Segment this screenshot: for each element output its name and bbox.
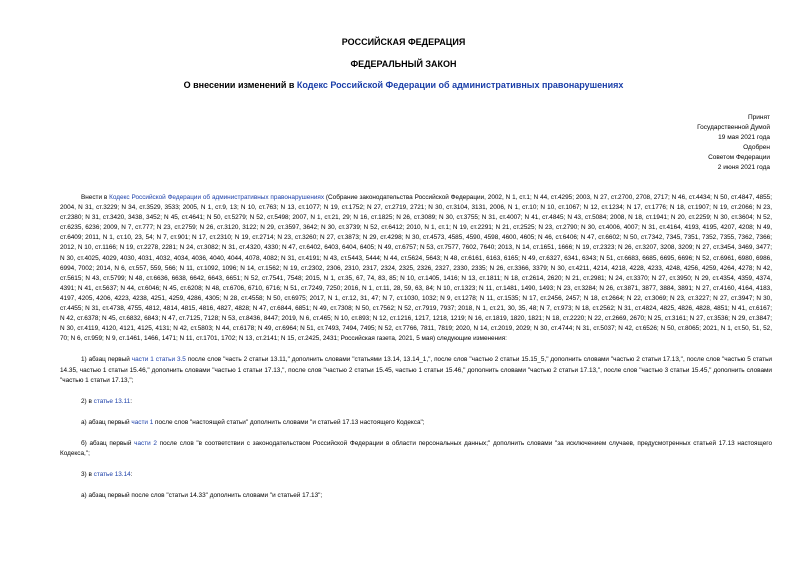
- adopted-date: 19 мая 2021 года: [718, 134, 770, 141]
- law-type-heading: ФЕДЕРАЛЬНЫЙ ЗАКОН: [350, 59, 457, 69]
- approved-label: Одобрен: [743, 144, 770, 151]
- part-1-link[interactable]: части 1: [131, 418, 154, 426]
- country-heading: РОССИЙСКАЯ ФЕДЕРАЦИЯ: [341, 37, 466, 47]
- law-title: О внесении изменений в Кодекс Российской Федерации об административных правонарушениях: [183, 80, 624, 90]
- item-3: 3) в статье 13.14:: [81, 471, 133, 479]
- code-link[interactable]: Кодекс Российской Федерации об административных правонарушениях: [296, 80, 624, 90]
- item-3a: а) абзац первый после слов "статьи 14.33" дополнить словами "и статьей 17.13";: [81, 492, 323, 500]
- item-2b: б) абзац первый части 2 после слов "в соответствии с законодательством Российской Федерации в области персональных данных;" дополнить словами "за исключением случаев, предусмотренных статьей 17.13 настоящего Кодекса,";: [60, 439, 772, 457]
- law-body: [60, 193, 772, 501]
- code-link-intro[interactable]: Кодекс Российской Федерации об административных правонарушениях: [109, 194, 325, 201]
- part-2-link[interactable]: части 2: [134, 439, 157, 447]
- approved-date: 2 июня 2021 года: [717, 164, 770, 171]
- article-3-5-link[interactable]: части 1 статьи 3.5: [131, 356, 186, 364]
- adopted-by: Государственной Думой: [697, 124, 770, 131]
- adopted-label: Принят: [747, 114, 770, 121]
- item-2: 2) в статье 13.11:: [81, 397, 132, 405]
- approved-by: Советом Федерации: [708, 154, 770, 161]
- article-13-11-link[interactable]: статье 13.11: [93, 397, 131, 405]
- item-2a: а) абзац первый части 1 после слов "настоящей статьи" дополнить словами "и статьей 17.13 настоящего Кодекса";: [81, 418, 425, 426]
- article-13-14-link[interactable]: статье 13.14: [93, 471, 131, 479]
- item-1: 1) абзац первый части 1 статьи 3.5 после слов "часть 2 статьи 13.11," дополнить словами "статьями 13.14, 13.14_1,", после слов "частью 2 статьи 15.15_5," дополнить словами "частью 2 статьи 17.13,", после слов "частью 5 статьи 14.35, частью 1 статьи 15.46," дополнить словами "частью 1 статьи 17.13,", после слов "частью 2 статьи 15.45, частью 1 статьи 15.46," дополнить словами "частью 2 статьи 17.13,", после слов "частью 3 статьи 15.45," дополнить словами "частью 1 статьи 17.13,";: [60, 356, 773, 384]
- adoption-block: [650, 113, 770, 173]
- intro-paragraph: Внести в Кодекс Российской Федерации об административных правонарушениях (Собрание законодательства Российской Федерации, 2002, N 1, ст.1; N 44, ст.4295; 2003, N 27, ст.2700, 2708, 2717; N 46, ст.4434; N 50, ст.4847, 4855; 2004, N 31, ст.3229; N 34, ст.3529, 3533; 2005, N 1, ст.9, 13; N 10, ст.763; N 13, ст.1077; N 19, ст.1752; N 27, ст.2719, 2721; N 30, ст.3104, 3131, 2006, N 1, ст.10; N 10, ст.1067; N 12, ст.1234; N 17, ст.1776; N 18, ст.1907; N 19, ст.2066; N 23, ст.2380; N 31, ст.3420, 3438, 3452; N 45, ст.4641; N 50, ст.5279; N 52, ст.5498; 2007, N 1, ст.21, 29; N 16, ст.1825; N 26, ст.3089; N 30, ст.3755; N 31, ст.4007; N 41, ст.4845; N 43, ст.5084; 2008, N 18, ст.1941; N 20, ст.2259; N 30, ст.3604; N 52, ст.6235, 6236; 2009, N 7, ст.777; N 23, ст.2759; N 26, ст.3120, 3122; N 29, ст.3597, 3642; N 30, ст.3739; N 52, ст.6412; 2010, N 1, ст.1; N 19, ст.2291; N 21, ст.2525; N 23, ст.2790; N 30, ст.4006, 4007; N 31, ст.4164, 4193, 4195, 4207, 4208; N 49, ст.6409; 2011, N 1, ст.10, 23, 54; N 7, ст.901; N 17, ст.2310; N 19, ст.2714; N 23, ст.3260; N 27, ст.3873; N 29, ст.4298; N 30, ст.4573, 4585, 4590, 4598, 4600, 4605; N 46, ст.6406; N 47, ст.6602; N 50, ст.7342, 7345, 7351, 7352, 7355, 7362, 7366; 2012, N 10, ст.1166; N 19, ст.2278, 2281; N 24, ст.3082; N 31, ст.4320, 4330; N 47, ст.6402, 6403, 6404, 6405; N 49, ст.6757; N 53, ст.7577, 7602, 7640; 2013, N 14, ст.1651, 1666; N 19, ст.2323; N 26, ст.3207, 3208, 3209; N 27, ст.3454, 3469, 3477; N 30, ст.4025, 4029, 4030, 4031, 4032, 4034, 4036, 4040, 4044, 4078, 4082; N 31, ст.4191; N 43, ст.5443, 5444; N 44, ст.5624, 5643; N 48, ст.6161, 6163, 6165; N 49, ст.6327, 6341, 6343; N 51, ст.6683, 6685, 6695, 6696; N 52, ст.6961, 6980, 6986, 6994, 7002; 2014, N 6, ст.557, 559, 566; N 11, ст.1092, 1096; N 14, ст.1562; N 19, ст.2302, 2306, 2310, 2317, 2324, 2325, 2326, 2327, 2330, 2335; N 26, ст.3366, 3379; N 30, ст.4211, 4214, 4218, 4228, 4233, 4248, 4256, 4259, 4264, 4278; N 42, ст.5615; N 43, ст.5799; N 48, ст.6636, 6638, 6642, 6643, 6651; N 52, ст.7541, 7548; 2015, N 1, ст.35, 67, 74, 83, 85; N 10, ст.1405, 1416; N 13, ст.1811; N 18, ст.2614, 2620; N 21, ст.2981; N 24, ст.3370; N 27, ст.3950; N 29, ст.4354, 4359, 4374, 4391; N 41, ст.5637; N 44, ст.6046; N 45, ст.6208; N 48, ст.6706, 6710, 6716; N 51, ст.7249, 7250; 2016, N 1, ст.11, 28, 59, 63, 84; N 10, ст.1323; N 11, ст.1481, 1490, 1493; N 23, ст.3284; N 26, ст.3871, 3877, 3884, 3891; N 27, ст.4160, 4164, 4183, 4197, 4205, 4206, 4223, 4238, 4251, 4259, 4286, 4305; N 28, ст.4558; N 50, ст.6975; 2017, N 1, ст.12, 31, 47; N 7, ст.1030, 1032; N 9, ст.1278; N 11, ст.1535; N 17, ст.2456, 2457; N 18, ст.2664; N 22, ст.3069; N 23, ст.3227; N 27, ст.3947; N 30, ст.4455; N 31, ст.4738, 4755, 4812, 4814, 4815, 4816, 4827, 4828; N 47, ст.6844, 6851; N 49, ст.7308; N 50, ст.7562; N 52, ст.7919, 7937; 2018, N 1, ст.21, 30, 35, 48; N 7, ст.973; N 18, ст.2562; N 31, ст.4824, 4825, 4826, 4828, 4851; N 41, ст.6167; N 42, ст.6378; N 45, ст.6832, 6843; N 47, ст.7125, 7128; N 53, ст.8436, 8447; 2019, N 6, ст.465; N 10, ст.893; N 12, ст.1216, 1217, 1218, 1219; N 16, ст.1819, 1820, 1821; N 18, ст.2220; N 22, ст.2669, 2670; N 25, ст.3161; N 27, ст.3536; N 29, ст.3847; N 30, ст.4119, 4120, 4121, 4125, 4131; N 42, ст.5803; N 44, ст.6178; N 49, ст.6964; N 51, ст.7493, 7494, 7495; N 52, ст.7766, 7811, 7819; 2020, N 14, ст.2019, 2029; N 30, ст.4744; N 31, ст.5037; N 42, ст.6526; N 50, ст.8065; 2021, N 1, ст.50, 51, 52, 70; N 6, ст.959; N 9, ст.1461, 1466, 1471; N 11, ст.1701, 1702; N 13, ст.2141; N 15, ст.2425, 2431; Российская газета, 2021, 5 мая) следующие изменения:: [60, 194, 772, 343]
